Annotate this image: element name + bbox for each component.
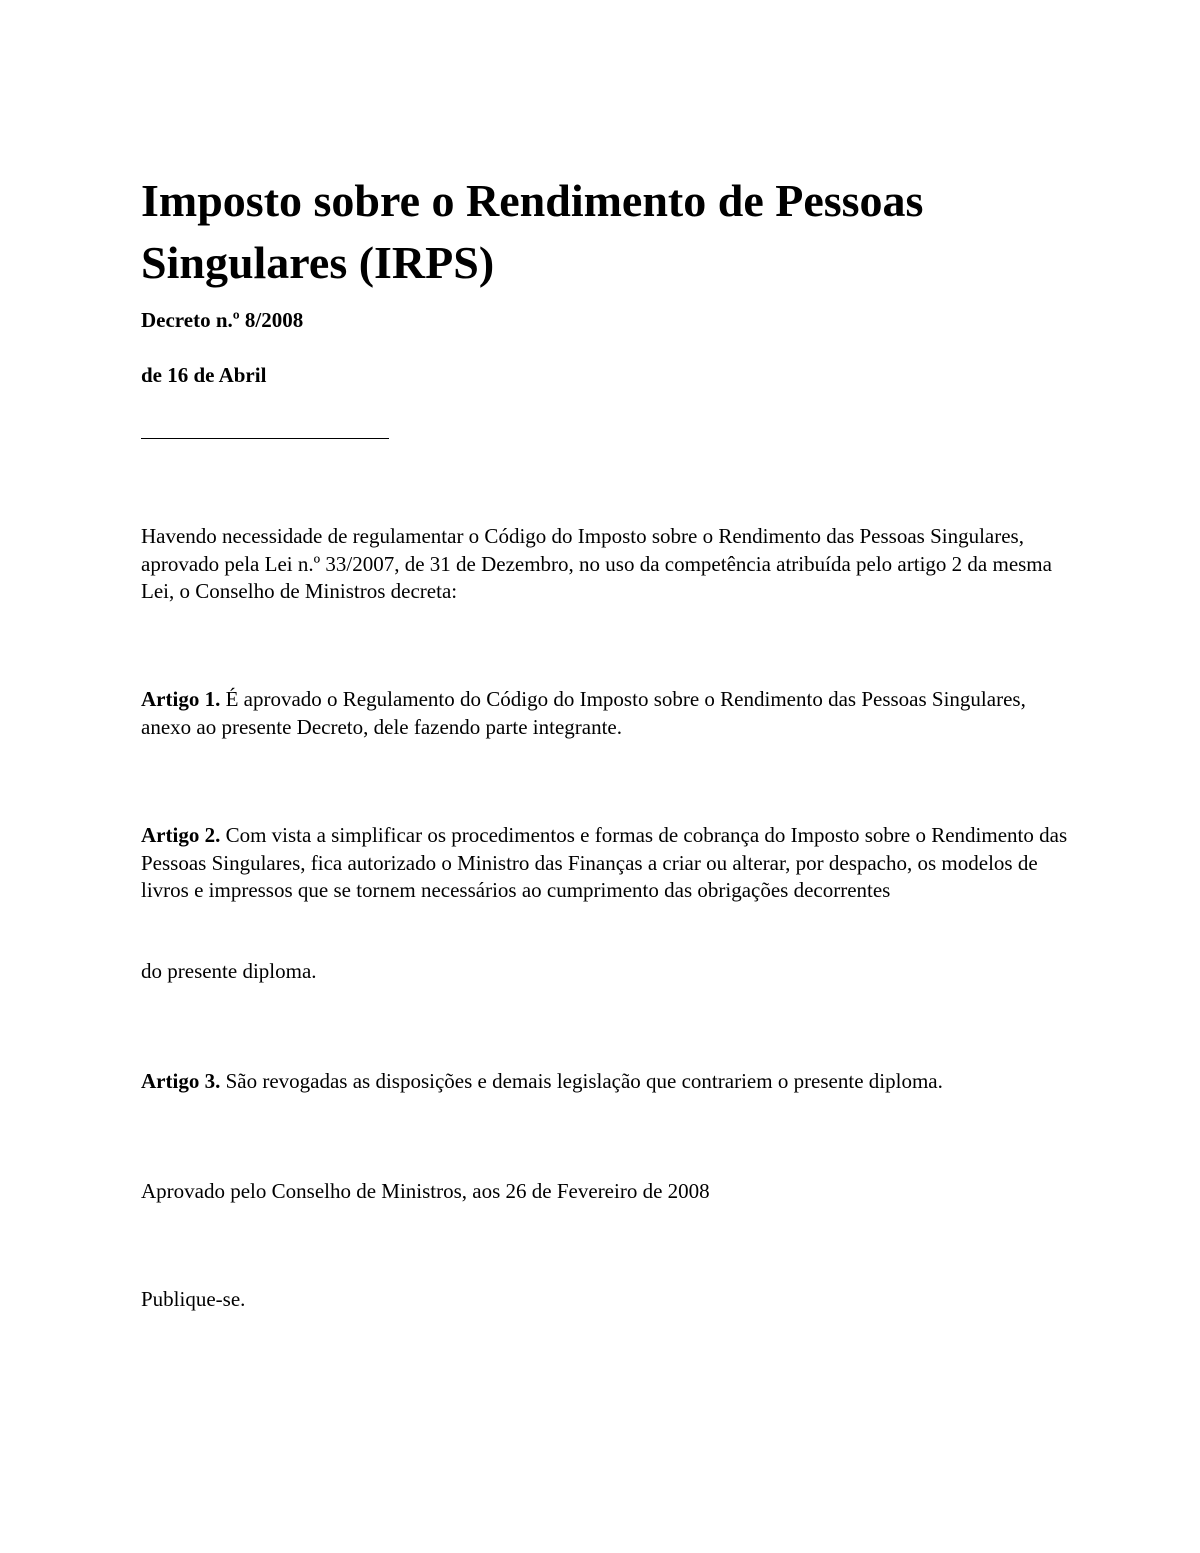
closing-statement: Publique-se. [141, 1287, 246, 1311]
decree-number: Decreto n.º 8/2008 [141, 308, 304, 332]
article-1 [141, 686, 1071, 741]
article-2 [141, 822, 1071, 905]
decree-date: de 16 de Abril [141, 363, 267, 387]
article-1-text: É aprovado o Regulamento do Código do Imposto sobre o Rendimento das Pessoas Singulares, anexo ao presente Decreto, dele fazendo parte integrante. [141, 687, 1026, 739]
document-title: Imposto sobre o Rendimento de Pessoas Singulares (IRPS) [141, 175, 924, 288]
horizontal-rule [141, 438, 389, 439]
article-1-label: Artigo 1. [141, 687, 221, 711]
article-3-text: São revogadas as disposições e demais legislação que contrariem o presente diploma. [225, 1069, 943, 1093]
article-3 [141, 1068, 1071, 1096]
article-2-text: Com vista a simplificar os procedimentos e formas de cobrança do Imposto sobre o Rendimento das Pessoas Singulares, fica autorizado o Ministro das Finanças a criar ou alterar, por despacho, os modelos de livros e impressos que se tornem necessários ao cumprimento das obrigações decorrentes [141, 823, 1068, 902]
approval-statement: Aprovado pelo Conselho de Ministros, aos 26 de Fevereiro de 2008 [141, 1179, 710, 1203]
preamble-paragraph: Havendo necessidade de regulamentar o Código do Imposto sobre o Rendimento das Pessoas Singulares, aprovado pela Lei n.º 33/2007, de 31 de Dezembro, no uso da competência atribuída pelo artigo 2 da mesma Lei, o Conselho de Ministros decreta: [141, 524, 1052, 603]
article-3-label: Artigo 3. [141, 1069, 221, 1093]
article-2-label: Artigo 2. [141, 823, 221, 847]
article-2-continuation: do presente diploma. [141, 959, 317, 983]
